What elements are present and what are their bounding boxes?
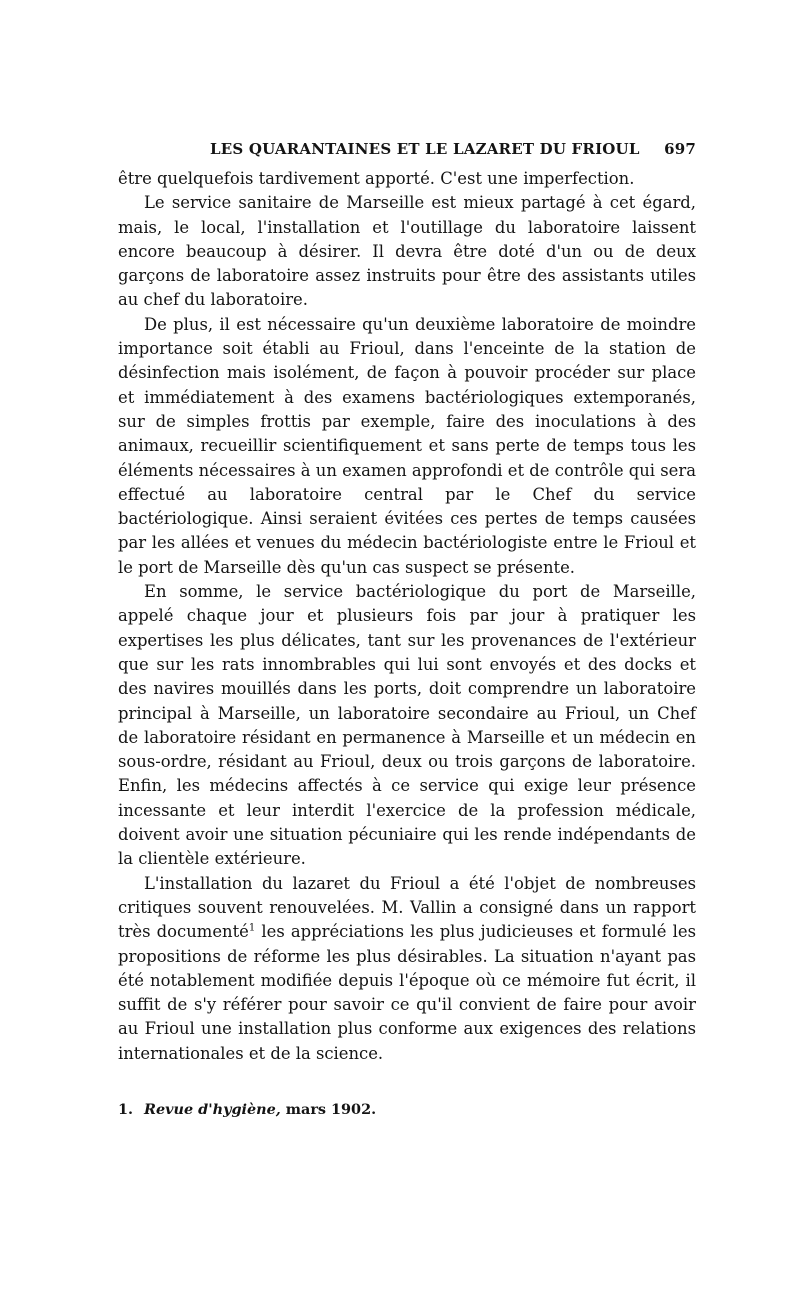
paragraph: De plus, il est nécessaire qu'un deuxième laboratoire de moindre importance soit établi au Frioul, dans l'enceinte de la station de désinfection mais isolément, de façon à pouvoir procéder sur place et immédiatement à des examens bactériologiques extemporanés, sur de simples frottis par exemple, faire des inoculations à des animaux, recueillir scientifiquement et sans perte de temps tous les éléments nécessaires à un examen approfondi et de contrôle qui sera effectué au laboratoire central par le Chef du service bactériologique. Ainsi seraient évitées ces pertes de temps causées par les allées et venues du médecin bactériologiste entre le Frioul et le port de Marseille dès qu'un cas suspect se présente.: [118, 314, 696, 577]
paragraph: En somme, le service bactériologique du port de Marseille, appelé chaque jour et plusieurs fois par jour à pratiquer les expertises les plus délicates, tant sur les provenances de l'extérieur que sur les rats innombrables qui lui sont envoyés et des docks et des navires mouillés dans les ports, doit comprendre un laboratoire principal à Marseille, un laboratoire secondaire au Frioul, un Chef de laboratoire résidant en permanence à Marseille et un médecin en sous-ordre, résidant au Frioul, deux ou trois garçons de laboratoire. Enfin, les médecins affectés à ce service qui exige leur présence incessante et leur interdit l'exercice de la profession médicale, doivent avoir une situation pécuniaire qui les rende indépendants de la clientèle extérieure.: [118, 582, 696, 869]
footnote-date: mars 1902.: [285, 1101, 377, 1118]
body-text: [118, 167, 696, 1066]
paragraph-continued: être quelquefois tardivement apporté. C'est une imperfection.: [118, 169, 635, 188]
footnote: [118, 1101, 376, 1118]
paragraph: Le service sanitaire de Marseille est mieux partagé à cet égard, mais, le local, l'installation et l'outillage du laboratoire laissent encore beaucoup à désirer. Il devra être doté d'un ou de deux garçons de laboratoire assez instruits pour être des assistants utiles au chef du laboratoire.: [118, 193, 696, 310]
paragraph: [118, 872, 696, 1066]
footnote-number: 1.: [118, 1101, 134, 1118]
page-number: 697: [664, 140, 696, 158]
page: [118, 134, 696, 1066]
running-header: [118, 134, 696, 162]
paragraph-text: L'installation du lazaret du Frioul a été l'objet de nombreuses critiques souvent renouvelées. M. Vallin a consigné dans un rapport très documenté: [118, 873, 696, 942]
footnote-journal: Revue d'hygiène,: [144, 1101, 281, 1118]
paragraph-text: les appréciations les plus judicieuses et formulé les propositions de réforme les plus désirables. La situation n'ayant pas été notablement modifiée depuis l'époque où ce mémoire fut écrit, il suffit de s'y référer pour savoir ce qu'il convient de faire pour avoir au Frioul une installation plus conforme aux exigences des relations internationales et de la science.: [118, 922, 696, 1063]
footnote-reference[interactable]: 1: [248, 922, 256, 934]
running-title: LES QUARANTAINES ET LE LAZARET DU FRIOUL: [210, 140, 640, 158]
